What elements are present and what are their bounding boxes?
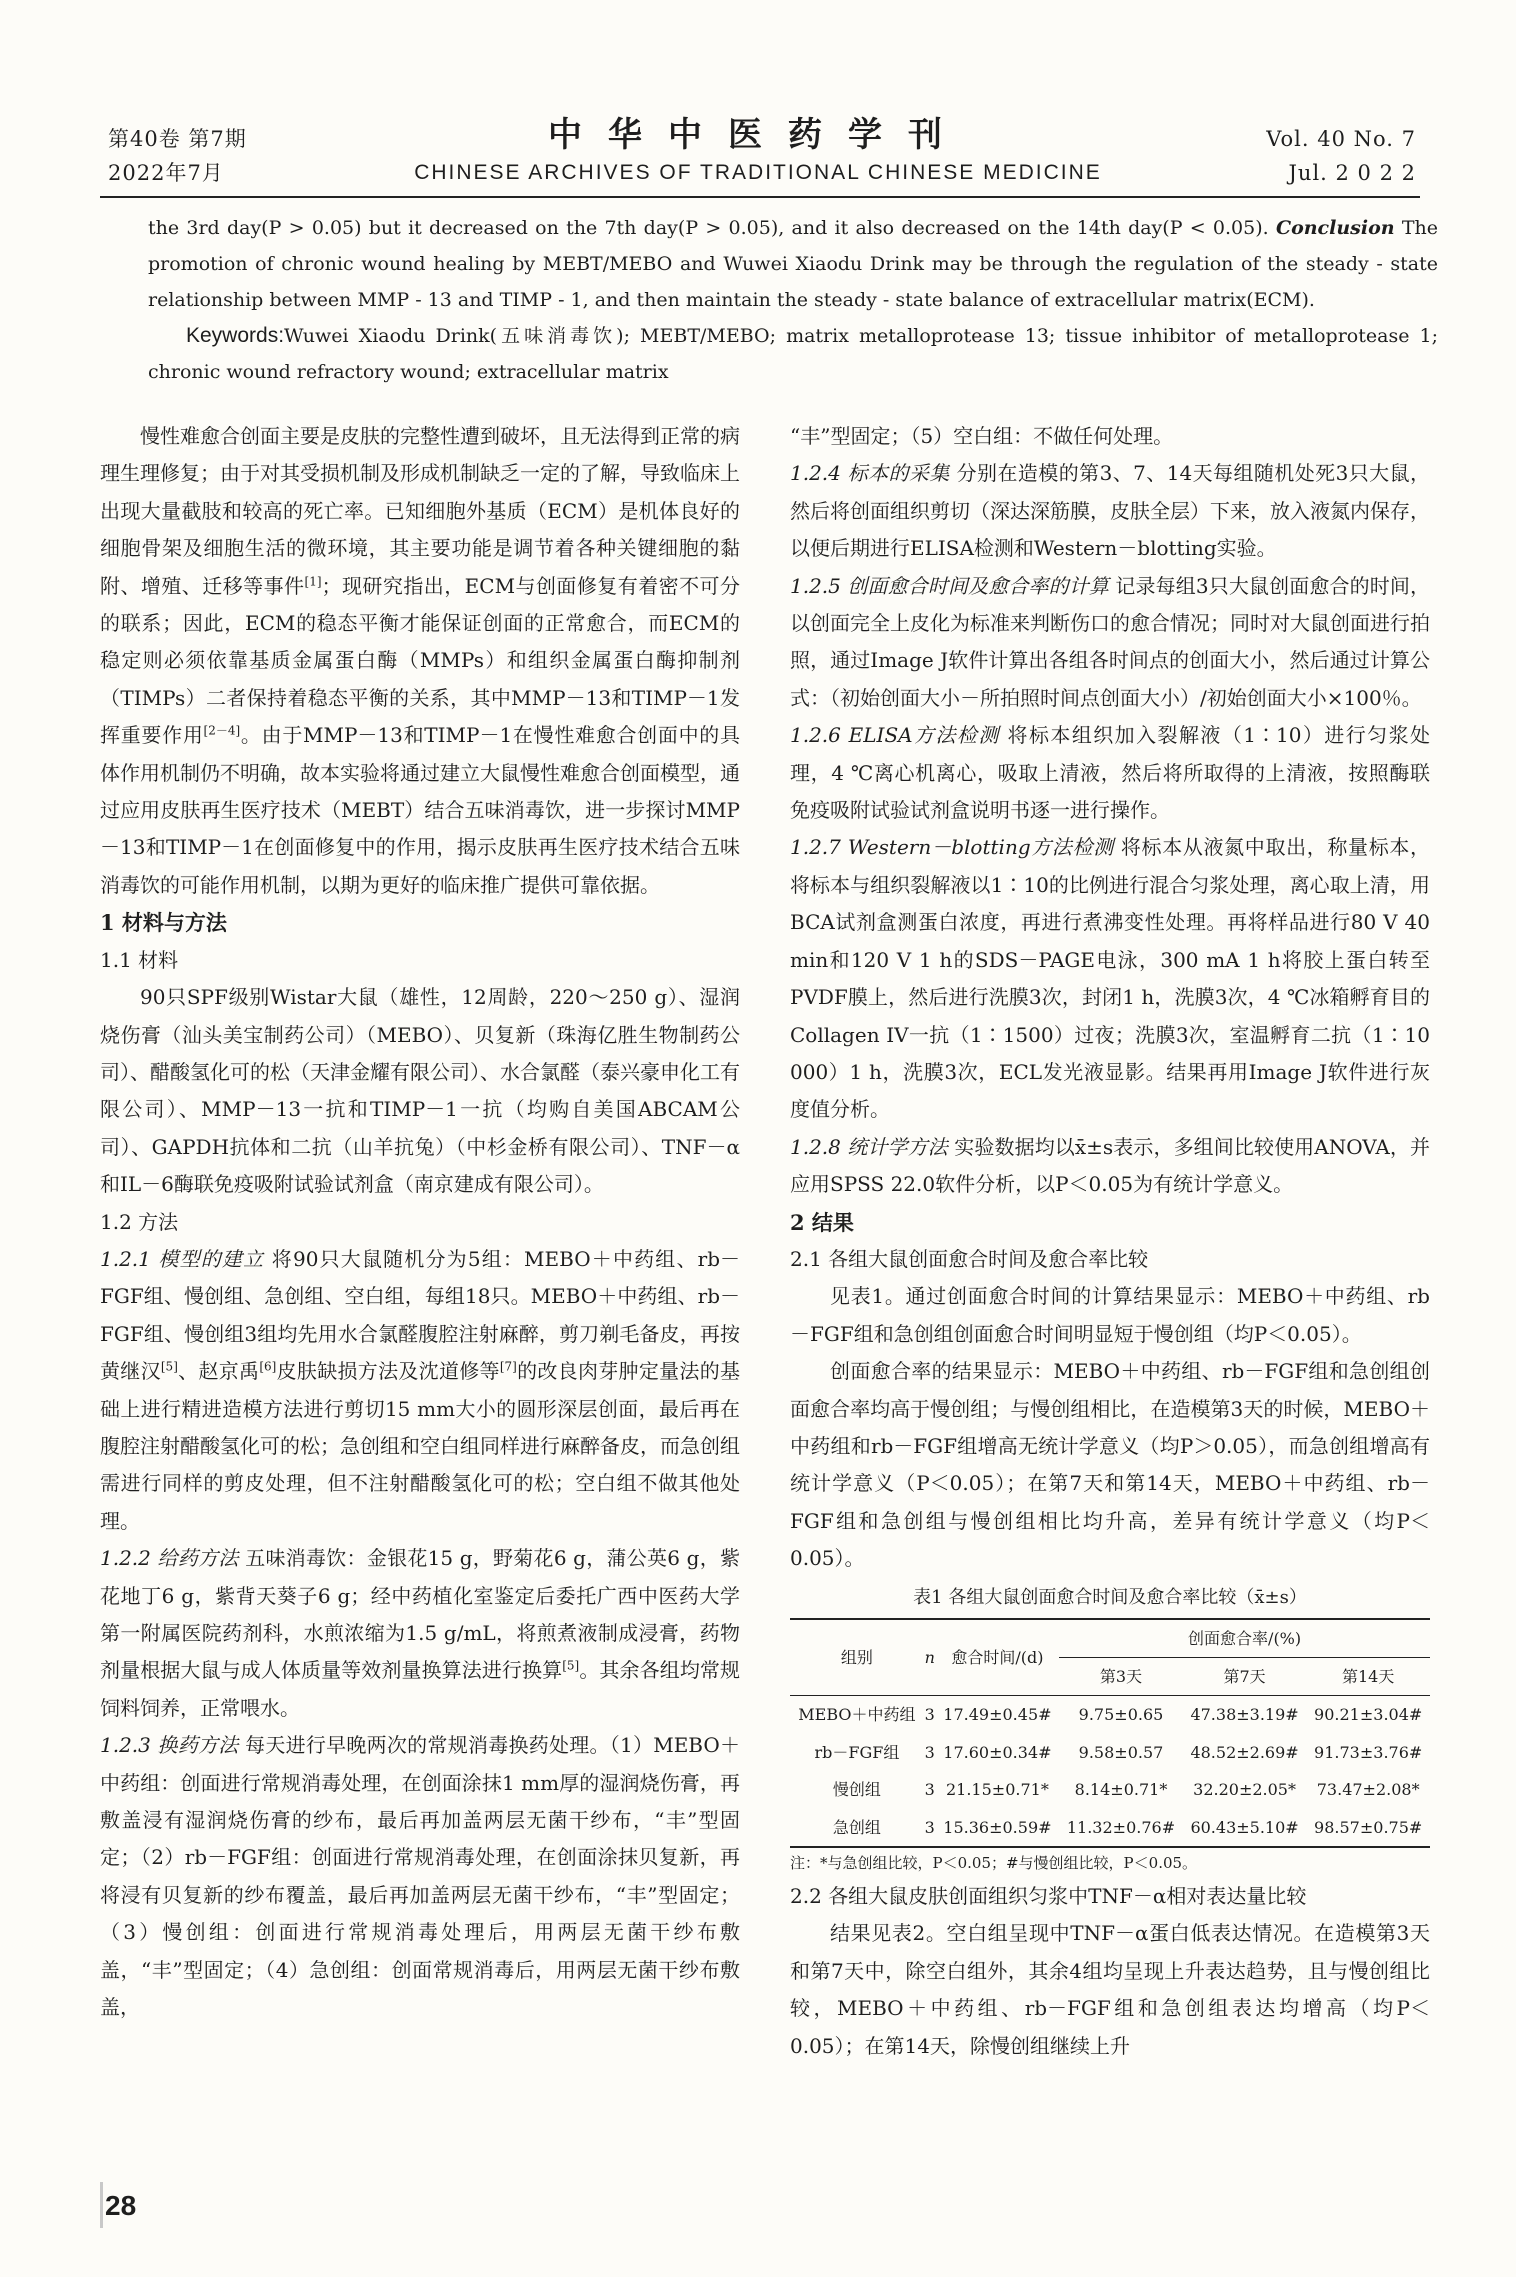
body-column-left (100, 418, 740, 2026)
header-rule (100, 196, 1420, 198)
statistics-text: 实验数据均以x̄±s表示，多组间比较使用ANOVA，并应用SPSS 22.0软件分析，以P＜0.05为有统计学意义。 (790, 1134, 1430, 1197)
table-row (790, 1771, 1430, 1808)
table-cell: 15.36±0.59# (936, 1809, 1060, 1847)
materials-paragraph: 90只SPF级别Wistar大鼠（雄性，12周龄，220～250 g）、湿润烧伤膏（汕头美宝制药公司）（MEBO）、贝复新（珠海亿胜生物制药公司）、醋酸氢化可的松（天津金耀有限公司）、水合氯醛（泰兴豪申化工有限公司）、MMP－13一抗和TIMP－1一抗（均购自美国ABCAM公司）、GAPDH抗体和二抗（山羊抗兔）（中杉金桥有限公司）、TNF－α和IL－6酶联免疫吸附试验试剂盒（南京建成有限公司）。 (100, 985, 740, 1197)
subsubsection-title: 1.2.3 换药方法 (100, 1733, 239, 1758)
results-paragraph-1: 见表1。通过创面愈合时间的计算结果显示：MEBO＋中药组、rb－FGF组和急创组创面愈合时间明显短于慢创组（均P＜0.05）。 (790, 1284, 1430, 1346)
abstract-results-tail: the 3rd day(P > 0.05) but it decreased on the 7th day(P > 0.05), and it also decreased on the 14th day(P < 0.05). (148, 217, 1269, 239)
table-cell: 91.73±3.76# (1314, 1742, 1423, 1762)
table-cell: MEBO＋中药组 (798, 1705, 916, 1725)
table-header-time: 愈合时间/(d) (936, 1619, 1060, 1696)
table-row (790, 1734, 1430, 1771)
intro-paragraph (100, 418, 740, 904)
dressing-continued: “丰”型固定；（5）空白组：不做任何处理。 (790, 424, 1174, 448)
elisa-text: 将标本组织加入裂解液（1∶10）进行匀浆处理，4 ℃离心机离心，吸取上清液，然后将所取得的上清液，按照酶联免疫吸附试验试剂盒说明书逐一进行操作。 (790, 723, 1431, 823)
table-cell: 3 (924, 1742, 935, 1762)
elisa-paragraph (790, 717, 1430, 829)
statistics-paragraph (790, 1129, 1430, 1204)
table-row (790, 1696, 1430, 1734)
table-cell: 47.38±3.19# (1190, 1705, 1299, 1725)
table-note: 注：*与急创组比较，P＜0.05；#与慢创组比较，P＜0.05。 (790, 1854, 1198, 1873)
intro-text-a: 慢性难愈合创面主要是皮肤的完整性遭到破坏，且无法得到正常的病理生理修复；由于对其受损机制及形成机制缺乏一定的了解，导致临床上出现大量截肢和较高的死亡率。已知细胞外基质（ECM）是机体良好的细胞骨架及细胞生活的微环境，其主要功能是调节着各种关键细胞的黏附、增殖、迁移等事件 (100, 424, 740, 598)
western-text: 将标本从液氮中取出，称量标本，将标本与组织裂解液以1∶10的比例进行混合匀浆处理，离心取上清，用BCA试剂盒测蛋白浓度，再进行煮沸变性处理。再将样品进行80 V 40 min和120 V 1 h的SDS－PAGE电泳，300 mA 1 h将胶上蛋白转至PVDF膜上，然后进行洗膜3次，封闭1 h，洗膜3次，4 ℃冰箱孵育目的Collagen IV一抗（1∶1500）过夜；洗膜3次，室温孵育二抗（1∶10 000）1 h，洗膜3次，ECL发光液显影。结果再用Image J软件进行灰度值分析。 (790, 835, 1431, 1122)
page-number: 28 (105, 2190, 137, 2221)
dosing-text-b: 。其余各组均常规饲料饲养，正常喂水。 (100, 1658, 741, 1720)
citation: [2－4] (203, 723, 241, 738)
date-en: Jul. 2 0 2 2 (1288, 161, 1416, 185)
subsubsection-title: 1.2.6 ELISA方法检测 (790, 723, 1000, 748)
table-cell: 3 (924, 1809, 936, 1847)
subsection-heading-2-2: 2.2 各组大鼠皮肤创面组织匀浆中TNF－α相对表达量比较 (790, 1884, 1307, 1909)
running-header-right (1266, 122, 1416, 190)
table-title: 表1 各组大鼠创面愈合时间及愈合率比较（x̄±s） (913, 1586, 1307, 1608)
subsection-heading-2-1: 2.1 各组大鼠创面愈合时间及愈合率比较 (790, 1246, 1149, 1271)
page-margin-bar (100, 2182, 103, 2228)
dosing-paragraph (100, 1540, 740, 1727)
table-header-day14: 第14天 (1306, 1658, 1430, 1696)
volume-issue-en: Vol. 40 No. 7 (1266, 127, 1416, 151)
conclusion-text: The promotion of chronic wound healing by MEBT/MEBO and Wuwei Xiaodu Drink may be through the regulation of the steady - state relationship between MMP - 13 and TIMP - 1, and then maintain the steady - state balance of extracellular matrix(ECM). (148, 217, 1438, 311)
table-cell: 48.52±2.69# (1190, 1742, 1299, 1762)
table-cell: 9.58±0.57 (1078, 1742, 1164, 1762)
keywords-label: Keywords: (186, 324, 285, 347)
sampling-text: 分别在造模的第3、7、14天每组随机处死3只大鼠，然后将创面组织剪切（深达深筋膜，皮肤全层）下来，放入液氮内保存，以便后期进行ELISA检测和Western－blotting实验。 (790, 461, 1431, 561)
journal-title-cn: 中华中医药学刊 (548, 115, 968, 155)
results-table (790, 1618, 1430, 1848)
table-cell: rb－FGF组 (814, 1742, 900, 1762)
table-header-day3: 第3天 (1059, 1658, 1183, 1696)
dosing-text-a: 五味消毒饮：金银花15 g，野菊花6 g，蒲公英6 g，紫花地丁6 g，紫背天葵子6 g；经中药植化室鉴定后委托广西中医药大学第一附属医院药剂科，水煎浓缩为1.5 g/mL，将煎煮液制成浸膏，药物剂量根据大鼠与成人体质量等效剂量换算法进行换算 (100, 1546, 740, 1683)
subsubsection-title: 1.2.7 Western－blotting方法检测 (790, 835, 1114, 860)
table-cell: 98.57±0.75# (1306, 1809, 1430, 1847)
subsubsection-title: 1.2.1 模型的建立 (100, 1246, 265, 1271)
sampling-paragraph (790, 455, 1430, 567)
table-cell: 90.21±3.04# (1314, 1705, 1423, 1725)
western-paragraph (790, 829, 1430, 1128)
results-paragraph-3: 结果见表2。空白组呈现中TNF－α蛋白低表达情况。在造模第3天和第7天中，除空白组外，其余4组均呈现上升表达趋势，且与慢创组比较，MEBO＋中药组、rb－FGF组和急创组表达均增高（均P＜0.05）；在第14天，除慢创组继续上升 (790, 1921, 1430, 2058)
citation: [6] (259, 1359, 277, 1374)
table-cell: 慢创组 (832, 1780, 881, 1800)
table-cell: 3 (924, 1705, 935, 1725)
model-paragraph (100, 1241, 740, 1540)
abstract (148, 210, 1438, 390)
keywords-text: Wuwei Xiaodu Drink(五味消毒饮); MEBT/MEBO; matrix metalloprotease 13; tissue inhibitor of metalloprotease 1; chronic wound refractory wound; extracellular matrix (148, 325, 1438, 383)
citation: [5] (160, 1359, 178, 1374)
table-header-n: n (924, 1619, 936, 1696)
table-cell: 急创组 (790, 1809, 924, 1847)
table-cell: 9.75±0.65 (1078, 1705, 1164, 1725)
intro-text-b: ；现研究指出，ECM与创面修复有着密不可分的联系；因此，ECM的稳态平衡才能保证创面的正常愈合，而ECM的稳定则必须依靠基质金属蛋白酶（MMPs）和组织金属蛋白酶抑制剂（TIMPs）二者保持着稳态平衡的关系，其中MMP－13和TIMP－1发挥重要作用 (100, 573, 741, 748)
dressing-text: 每天进行早晚两次的常规消毒换药处理。（1）MEBO＋中药组：创面进行常规消毒处理，在创面涂抹1 mm厚的湿润烧伤膏，再敷盖浸有湿润烧伤膏的纱布，最后再加盖两层无菌干纱布，“丰”型固定；（2）rb－FGF组：创面进行常规消毒处理，在创面涂抹贝复新，再将浸有贝复新的纱布覆盖，最后再加盖两层无菌干纱布，“丰”型固定；（3）慢创组：创面进行常规消毒处理后，用两层无菌干纱布敷盖，“丰”型固定；（4）急创组：创面常规消毒后，用两层无菌干纱布敷盖， (100, 1733, 741, 2020)
table-cell: 32.20±2.05* (1193, 1780, 1296, 1800)
section-heading-1: 1 材料与方法 (100, 910, 227, 936)
journal-title-en: CHINESE ARCHIVES OF TRADITIONAL CHINESE MEDICINE (414, 161, 1102, 184)
table-cell: 8.14±0.71* (1074, 1780, 1168, 1800)
citation: [7] (499, 1359, 517, 1374)
intro-text-c: 。由于MMP－13和TIMP－1在慢性难愈合创面中的具体作用机制仍不明确，故本实验将通过建立大鼠慢性难愈合创面模型，通过应用皮肤再生医疗技术（MEBT）结合五味消毒饮，进一步探讨MMP－13和TIMP－1在创面修复中的作用，揭示皮肤再生医疗技术结合五味消毒饮的可能作用机制，以期为更好的临床推广提供可靠依据。 (100, 723, 741, 897)
table-header-rate: 创面愈合率/(%) (1059, 1619, 1430, 1658)
results-paragraph-2: 创面愈合率的结果显示：MEBO＋中药组、rb－FGF组和急创组创面愈合率均高于慢创组；与慢创组相比，在造模第3天的时候，MEBO＋中药组和rb－FGF组增高无统计学意义（均P＞0.05），而急创组增高有统计学意义（P＜0.05）；在第7天和第14天，MEBO＋中药组、rb－FGF组和急创组与慢创组相比均升高，差异有统计学意义（均P＜0.05）。 (790, 1359, 1430, 1571)
table-cell: 21.15±0.71* (945, 1780, 1049, 1800)
subsubsection-title: 1.2.4 标本的采集 (790, 461, 950, 486)
healing-calc-paragraph (790, 568, 1430, 718)
subsubsection-title: 1.2.5 创面愈合时间及愈合率的计算 (790, 573, 1109, 598)
model-text-a: 将90只大鼠随机分为5组：MEBO＋中药组、rb－FGF组、慢创组、急创组、空白组，每组18只。MEBO＋中药组、rb－FGF组、慢创组3组均先用水合氯醛腹腔注射麻醉，剪刀剃毛备皮，再按黄继汉 (100, 1246, 740, 1384)
table-cell: 11.32±0.76# (1059, 1809, 1183, 1847)
subsubsection-title: 1.2.2 给药方法 (100, 1546, 239, 1571)
dressing-paragraph (100, 1727, 740, 2026)
table-cell: 17.49±0.45# (943, 1705, 1052, 1725)
subsection-heading-1-1: 1.1 材料 (100, 947, 179, 972)
table-cell: 60.43±5.10# (1183, 1809, 1307, 1847)
subsubsection-title: 1.2.8 统计学方法 (790, 1134, 948, 1159)
citation: [5] (562, 1658, 580, 1673)
table-header-group: 组别 (790, 1619, 924, 1696)
volume-issue-cn: 第40卷 第7期 (108, 127, 247, 151)
table-cell: 3 (924, 1780, 935, 1800)
keywords (148, 318, 1438, 390)
section-heading-2: 2 结果 (790, 1209, 854, 1235)
conclusion-label: Conclusion (1275, 217, 1395, 239)
table-header-day7: 第7天 (1183, 1658, 1307, 1696)
citation: [1] (304, 573, 322, 588)
model-text-b: 、赵京禹 (177, 1359, 260, 1384)
subsection-heading-1-2: 1.2 方法 (100, 1209, 179, 1234)
healing-calc-text: 记录每组3只大鼠创面愈合的时间，以创面完全上皮化为标准来判断伤口的愈合情况；同时对大鼠创面进行拍照，通过Image J软件计算出各组各时间点的创面大小，然后通过计算公式：（初始创面大小－所拍照时间点创面大小）/初始创面大小×100％。 (790, 573, 1430, 710)
table-cell: 17.60±0.34# (943, 1742, 1052, 1762)
table-row (790, 1809, 1430, 1847)
date-cn: 2022年7月 (108, 161, 224, 185)
table-cell: 73.47±2.08* (1316, 1780, 1420, 1800)
model-text-c: 皮肤缺损方法及沈道修等 (276, 1359, 500, 1384)
abstract-text (148, 210, 1438, 318)
body-column-right (790, 418, 1430, 2065)
model-text-d: 的改良肉芽肿定量法的基础上进行精进造模方法进行剪切15 mm大小的圆形深层创面，最后再在腹腔注射醋酸氢化可的松；急创组和空白组同样进行麻醉备皮，而急创组需进行同样的剪皮处理，但不注射醋酸氢化可的松；空白组不做其他处理。 (100, 1359, 741, 1533)
